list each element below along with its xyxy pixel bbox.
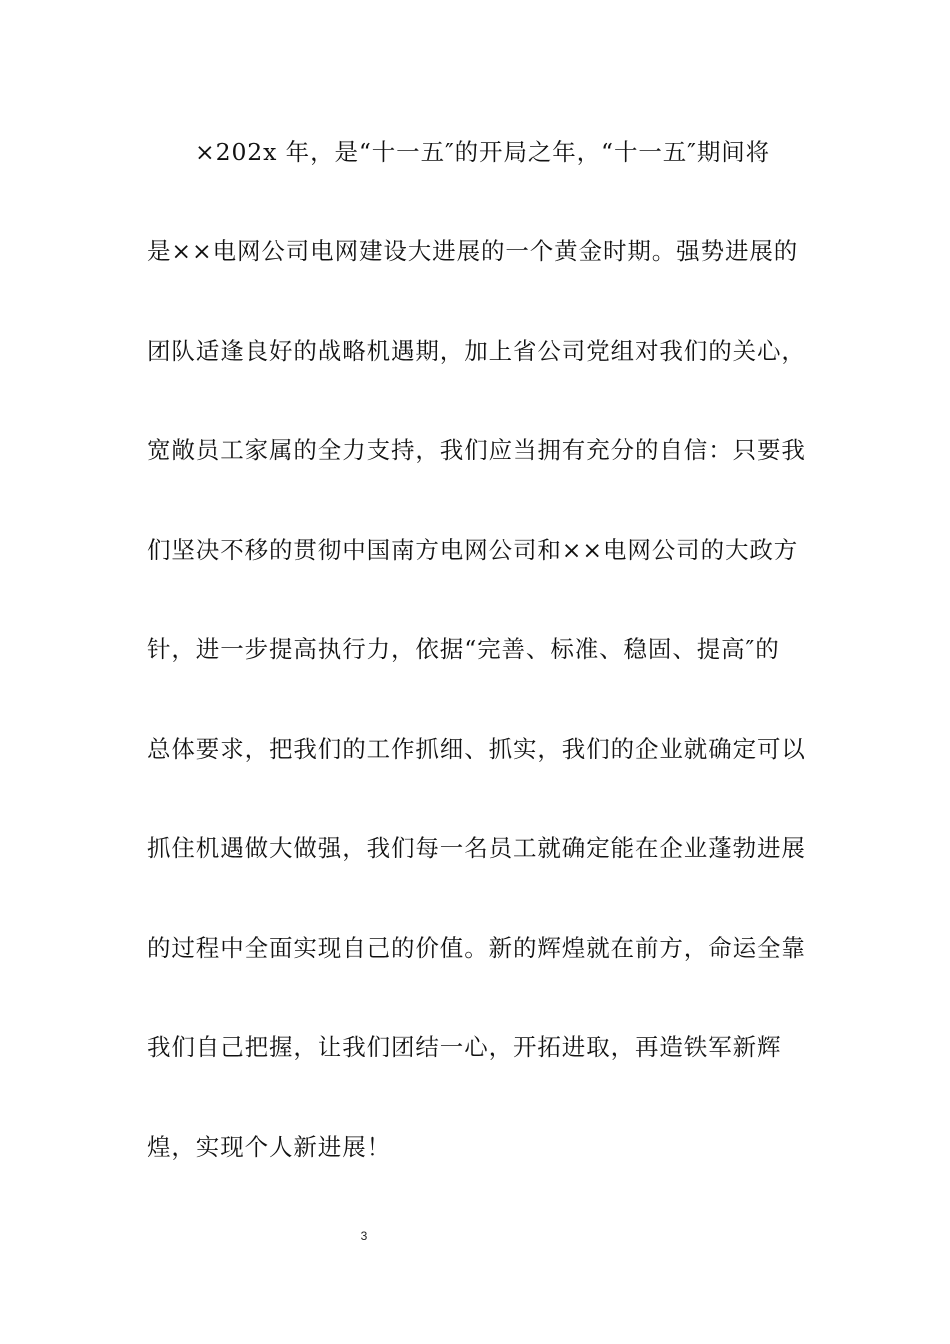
paragraph-line: 团队适逢良好的战略机遇期，加上省公司党组对我们的关心， <box>147 337 806 365</box>
paragraph-line: 们坚决不移的贯彻中国南方电网公司和××电网公司的大政方 <box>147 536 799 564</box>
page-number: 3 <box>360 1229 368 1243</box>
paragraph-line: 针，进一步提高执行力，依据“完善、标准、稳固、提高″的 <box>147 635 780 663</box>
paragraph-line: 煌，实现个人新进展！ <box>147 1133 391 1161</box>
paragraph-line: ×202x 年，是“十一五″的开局之年，“十一五″期间将 <box>195 138 771 166</box>
paragraph-line: 总体要求，把我们的工作抓细、抓实，我们的企业就确定可以 <box>147 735 806 763</box>
paragraph-line: 是××电网公司电网建设大进展的一个黄金时期。强势进展的 <box>147 237 799 265</box>
paragraph-line: 抓住机遇做大做强，我们每一名员工就确定能在企业蓬勃进展 <box>147 834 806 862</box>
paragraph-line: 的过程中全面实现自己的价值。新的辉煌就在前方，命运全靠 <box>147 934 806 962</box>
paragraph-line: 宽敞员工家属的全力支持，我们应当拥有充分的自信：只要我 <box>147 436 806 464</box>
paragraph-line: 我们自己把握，让我们团结一心，开拓进取，再造铁军新辉 <box>147 1033 782 1061</box>
